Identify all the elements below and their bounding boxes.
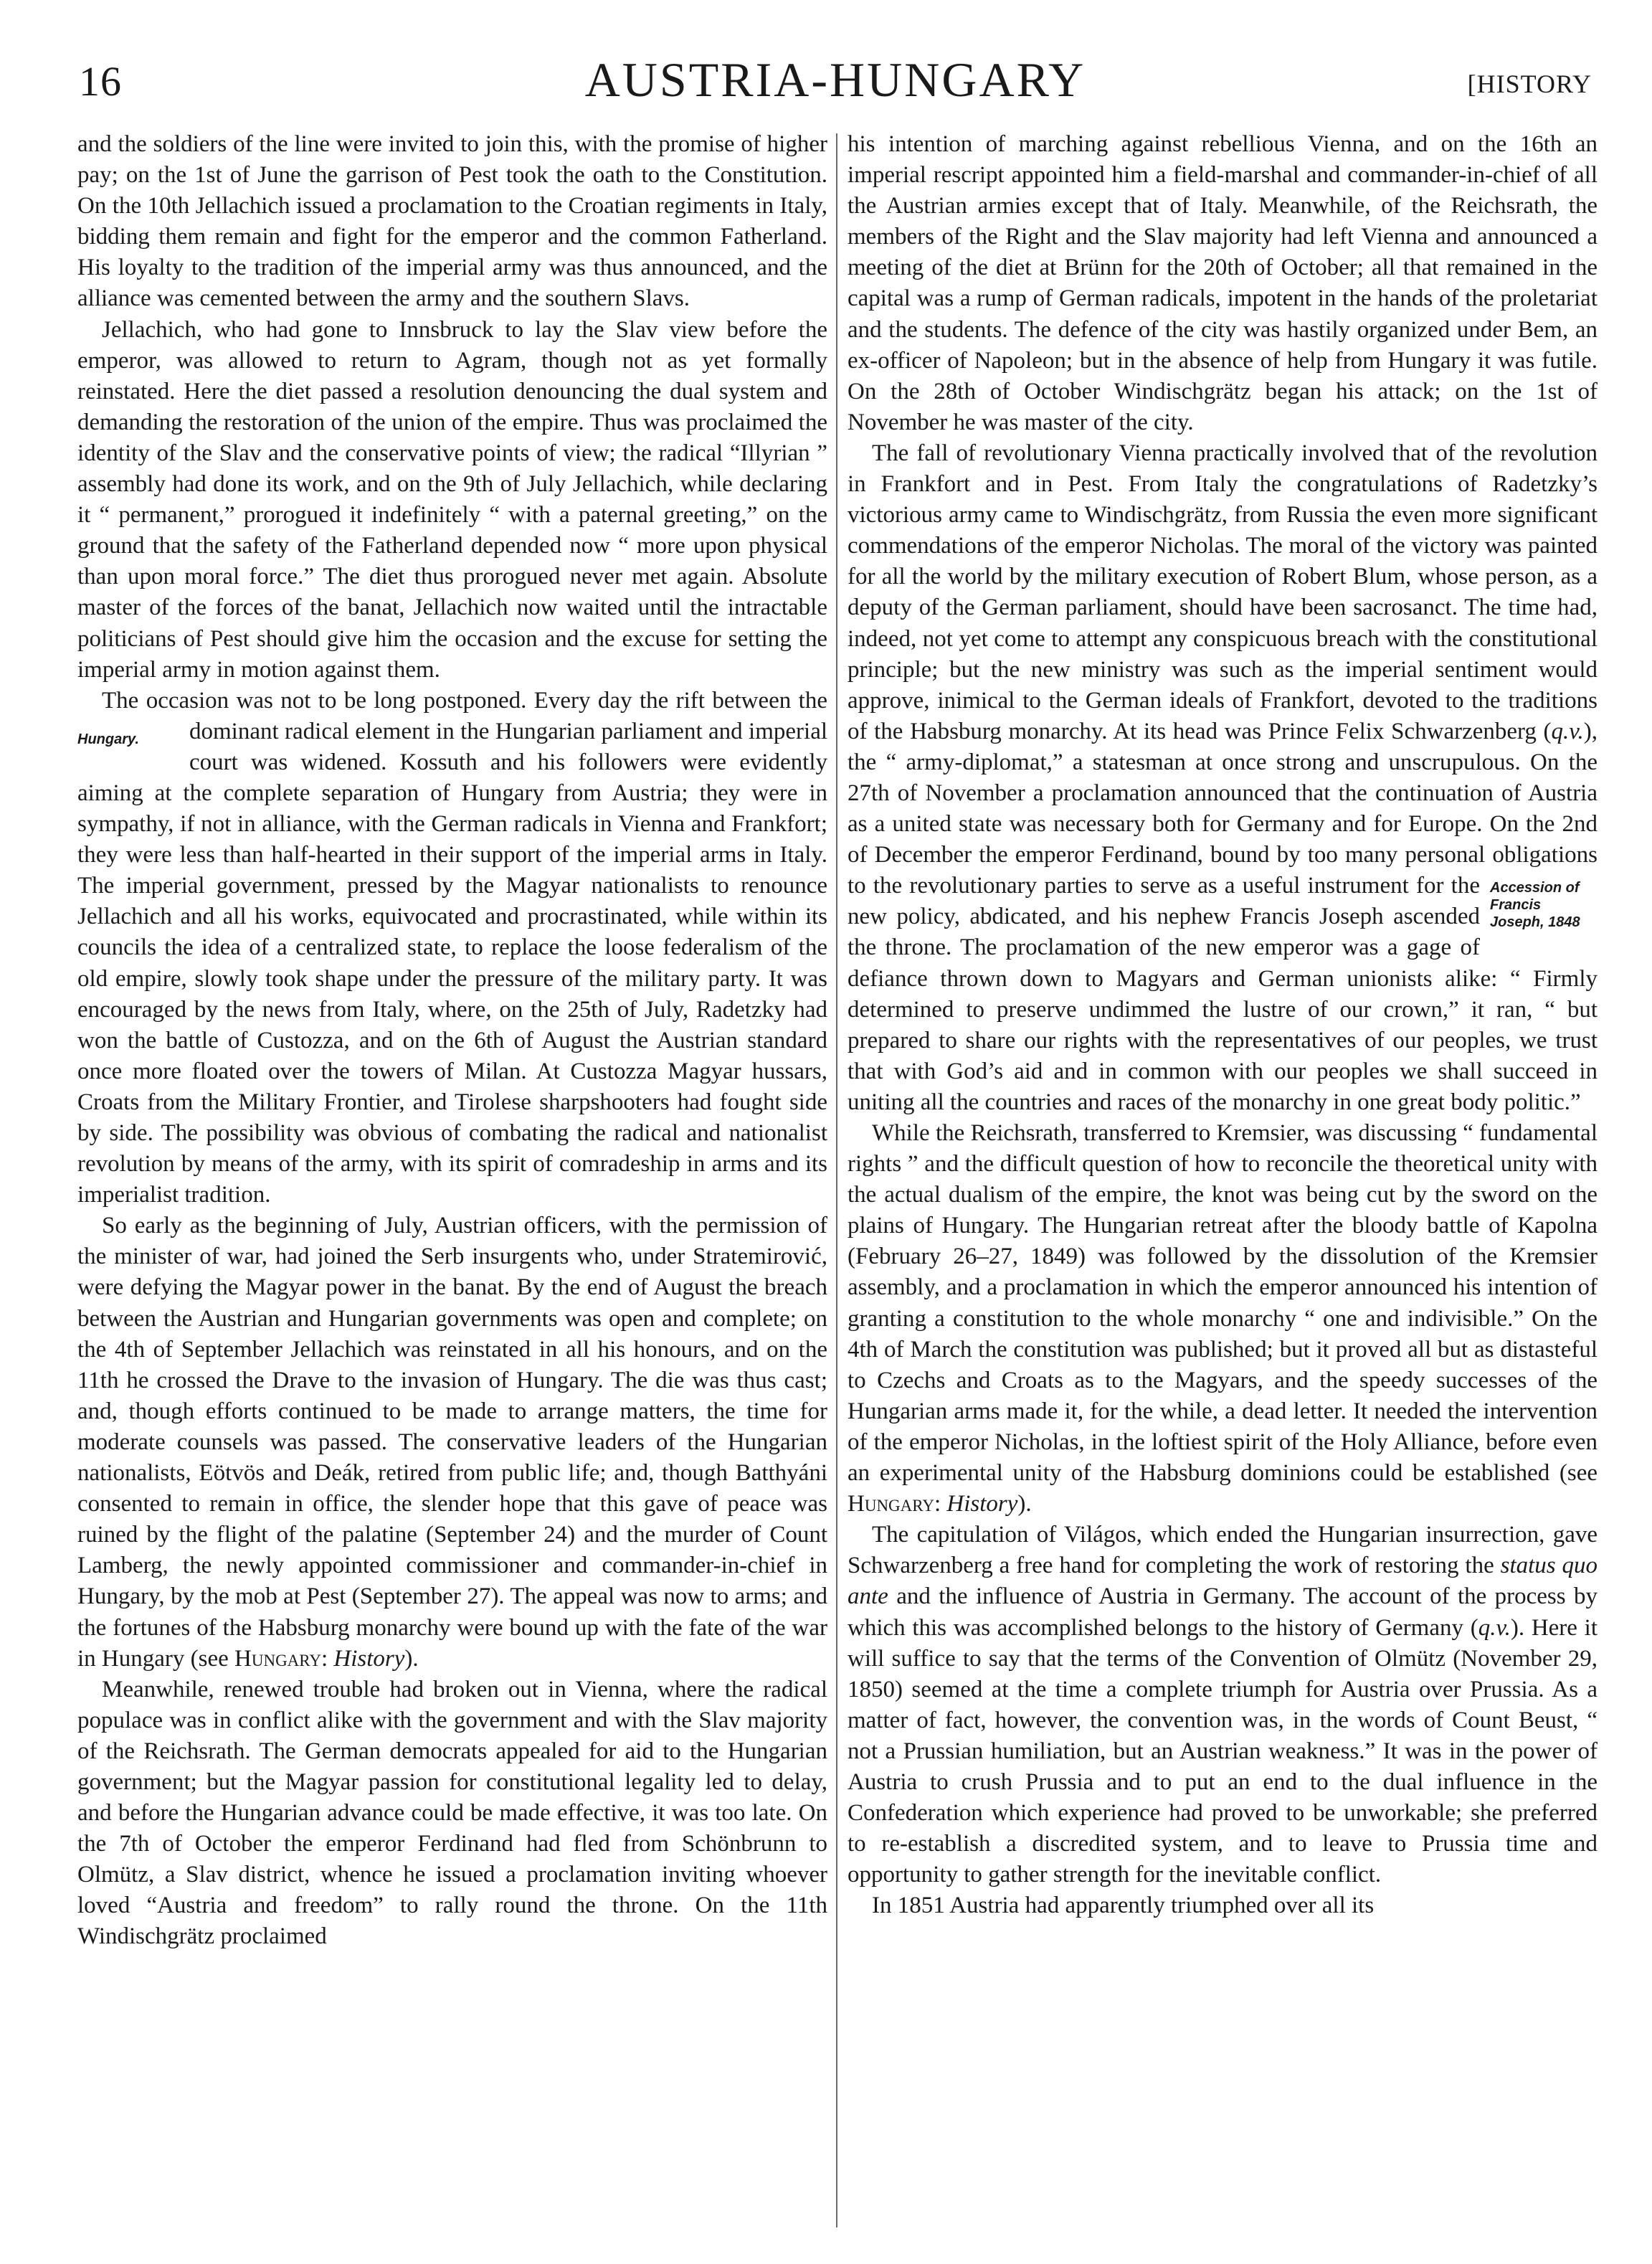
paragraph [77,686,827,1211]
left-column [77,129,827,2237]
page-number: 16 [79,58,122,105]
paragraph [848,438,1598,1118]
latin-phrase: status quo ante [848,1553,1598,1610]
paragraph-text: While the Reichsrath, transferred to Kremsier, was discussing “ fundamental rights ” and the difficult question of how to reconcile the theoretical unity with the actual dualism of the empire, the knot was being cut by the sword on the plains of Hungary. The Hungarian retreat after the bloody battle of Kapolna (February 26–27, 1849) was followed by the dissolution of the Kremsier assembly, and a proclamation in which the emperor announced his intention of granting a constitution to the whole monarchy “ one and indivisible.” On the 4th of March the constitution was published; but it proved all but as distasteful to Czechs and Croats as to the Magyars, and the speedy successes of the Hungarian arms made it, for the while, a dead letter. It needed the intervention of the emperor Nicholas, in the loftiest spirit of the Holy Alliance, before even an experimental unity of the Habsburg dominions could be established (see [848,1120,1598,1487]
qv-reference: q.v. [1478,1614,1511,1641]
paragraph-text: ). [1017,1491,1032,1517]
paragraph-text: ). Here it will suffice to say that the terms of the Convention of Olmütz (November 29, 1850) seemed at the time a complete triumph for Austria over Prussia. As a matter of fact, however, the convention was, in the words of Count Beust, “ not a Prussian humiliation, but an Austrian weakness.” It was in the power of Austria to crush Prussia and to put an end to the dual influence in the Confederation which experience had proved to be unworkable; she preferred to re-establish a discredited system, and to leave to Prussia time and opportunity to gather strength for the inevitable conflict. [848,1614,1598,1888]
column-divider [836,133,837,2227]
cross-reference: Hungary [848,1491,934,1517]
paragraph-text: parties to serve as a useful instrument for the new policy, abdicated, and his nephew Francis Joseph ascended the throne. The proclamation of the new emperor was a gage of defiance thrown down to Magyars and German unionists alike: “ Firmly determined to preserve undimmed the lustre of our crown,” it ran, “ but prepared to share our rights with the representatives of our peoples, we trust that with God’s aid and in common with our peoples we shall succeed in uniting all the countries and races of the monarchy in one great body politic.” [848,873,1598,1115]
paragraph: Meanwhile, renewed trouble had broken out in Vienna, where the radical populace was in conflict alike with the government and with the Slav majority of the Reichsrath. The German democrats appealed for aid to the Hungarian government; but the Magyar passion for constitutional legality led to delay, and before the Hungarian advance could be made effective, it was too late. On the 7th of October the emperor Ferdinand had fled from Schönbrunn to Olmütz, a Slav district, whence he issued a proclamation inviting whoever loved “Austria and freedom” to rally round the throne. On the 11th Windischgrätz proclaimed [77,1676,827,1950]
right-column [848,129,1598,2237]
cross-reference-sub: History [946,1491,1018,1517]
page-header [79,52,1592,123]
paragraph-text: The fall of revolutionary Vienna practically involved that of the revolution in Frankfort and in Pest. From Italy the congratulations of Radetzky’s victorious army came to Windischgrätz, from Russia the even more significant commendations of the emperor Nicholas. The moral of the victory was painted for all the world by the military execution of Robert Blum, whose person, as a deputy of the German parliament, should have been sacrosanct. The time had, indeed, not yet come to attempt any conspicuous breach with the constitutional principle; but the new ministry was such as the imperial sentiment would approve, inimical to the German ideals of Frankfort, devoted to the traditions of the Habsburg monarchy. At its head was Prince Felix Schwarzenberg ( [848,440,1598,744]
paragraph-text: ), the “ army-diplomat,” a statesman at once strong and unscrupulous. On the 27th of November a proclamation announced that the continuation of Austria as a united state was necessary both for Germany and for Europe. On the 2nd of December the emperor Ferdinand, bound by too many personal obligations to the revolutionary [848,718,1598,899]
cross-reference-sub: History [333,1645,405,1672]
paragraph: Jellachich, who had gone to Innsbruck to lay the Slav view before the emperor, was allowed to return to Agram, though not as yet formally reinstated. Here the diet passed a resolution denouncing the dual system and demanding the restoration of the union of the empire. Thus was proclaimed the identity of the Slav and the conservative points of view; the radical “Illyrian ” assembly had done its work, and on the 9th of July Jellachich, while declaring it “ permanent,” prorogued it indefinitely “ with a paternal greeting,” on the ground that the safety of the Fatherland depended now “ more upon physical than upon moral force.” The diet thus prorogued never met again. Absolute master of the forces of the banat, Jellachich now waited until the intractable politicians of Pest should give him the occasion and the excuse for setting the imperial army in motion against them. [77,316,827,683]
paragraph: and the soldiers of the line were invited to join this, with the promise of higher pay; on the 1st of June the garrison of Pest took the oath to the Constitution. On the 10th Jellachich issued a proclamation to the Croatian regiments in Italy, bidding them remain and fight for the emperor and the common Fatherland. His loyalty to the tradition of the imperial army was thus announced, and the alliance was cemented between the army and the southern Slavs. [77,131,827,312]
running-title: AUSTRIA-HUNGARY [584,52,1086,107]
paragraph-text: The occasion was not to be long postponed. Every day the rift between the dominant radical element in the Hungarian [102,687,827,744]
sidenote-accession: Accession of Francis Joseph, 1848 [1490,880,1580,931]
paragraph: In 1851 Austria had apparently triumphed over all its [872,1893,1375,1919]
paragraph-text: parliament and imperial court was widened. Kossuth and his followers were evidently aiming at the complete separation of Hungary from Austria; they were in sympathy, if not in alliance, with the German radicals in Vienna and Frankfort; they were less than half-hearted in their support of the imperial arms in Italy. The imperial government, pressed by the Magyar nationalists to renounce Jellachich and all his works, equivocated and procrastinated, while within its councils the idea of a centralized state, to replace the loose federalism of the old empire, slowly took shape under the pressure of the military party. It was encouraged by the news from Italy, where, on the 25th of July, Radetzky had won the battle of Custozza, and on the 6th of August the Austrian standard once more floated over the towers of Milan. At Custozza Magyar hussars, Croats from the Military Frontier, and Tirolese sharpshooters had fought side by side. The possibility was obvious of combating the radical and nationalist revolution by means of the army, with its spirit of comradeship in arms and its imperialist tradition. [77,718,827,1208]
paragraph-text: and the influence of Austria in Germany. The account of the process by which this was accomplished belongs to the history of Germany ( [848,1583,1598,1641]
paragraph-text: ). [404,1645,419,1672]
paragraph-text: The capitulation of Világos, which ended the Hungarian insurrection, gave Schwarzenberg a free hand for completing the work of restoring the [848,1522,1598,1579]
paragraph [848,1520,1598,1890]
cross-reference: Hungary [234,1645,321,1672]
section-label: [HISTORY [1467,70,1592,98]
paragraph: his intention of marching against rebellious Vienna, and on the 16th an imperial rescript appointed him a field-marshal and commander-in-chief of all the Austrian armies except that of Italy. Meanwhile, of the Reichsrath, the members of the Right and the Slav majority had left Vienna and announced a meeting of the diet at Brünn for the 20th of October; all that remained in the capital was a rump of German radicals, impotent in the hands of the proletariat and the students. The defence of the city was hastily organized under Bem, an ex-officer of Napoleon; but in the absence of help from Hungary it was futile. On the 28th of October Windischgrätz began his attack; on the 1st of November he was master of the city. [848,131,1598,435]
paragraph-text: So early as the beginning of July, Austrian officers, with the permission of the minister of war, had joined the Serb insurgents who, under Stratemirović, were defying the Magyar power in the banat. By the end of August the breach between the Austrian and Hungarian governments was open and complete; on the 4th of September Jellachich was reinstated in all his honours, and on the 11th he crossed the Drave to the invasion of Hungary. The die was thus cast; and, though efforts continued to be made to arrange matters, the time for moderate counsels was passed. The conservative leaders of the Hungarian nationalists, Eötvös and Deák, retired from public life; and, though Batthyáni consented to remain in office, the slender hope that this gave of peace was ruined by the flight of the palatine (September 24) and the murder of Count Lamberg, the newly appointed commissioner and commander-in-chief in Hungary, by the mob at Pest (September 27). The appeal was now to arms; and the fortunes of the Habsburg monarchy were bound up with the fate of the war in Hungary (see [77,1213,827,1672]
qv-reference: q.v. [1551,718,1584,744]
sidenote-hungary: Hungary. [77,731,139,747]
paragraph: So early as the beginning of July, Austrian officers, with the permission of the minister of war, had joined the Serb insurgents who, under Stratemirović, were defying the Magyar power in the banat. By the end of August the breach between the Austrian and Hungarian governments was open and complete; on the 4th of September Jellachich was reinstated in all his honours, and on the 11th he crossed the Drave to the invasion of Hungary. The die was thus cast; and, though efforts continued to be made to arrange matters, the time for moderate counsels was passed. The conservative leaders of the Hungarian nationalists, Eötvös and Deák, retired from public life; and, though Batthyáni consented to remain in office, the slender hope that this gave of peace was ruined by the flight of the palatine (September 24) and the murder of Count Lamberg, the newly appointed commissioner and commander-in-chief in Hungary, by the mob at Pest (September 27). The appeal was now to arms; and the fortunes of the Habsburg monarchy were bound up with the fate of the war in Hungary (see Hungary: History). [77,1213,827,1672]
paragraph: While the Reichsrath, transferred to Kremsier, was discussing “ fundamental rights ” and the difficult question of how to reconcile the theoretical unity with the actual dualism of the empire, the knot was being cut by the sword on the plains of Hungary. The Hungarian retreat after the bloody battle of Kapolna (February 26–27, 1849) was followed by the dissolution of the Kremsier assembly, and a proclamation in which the emperor announced his intention of granting a constitution to the whole monarchy “ one and indivisible.” On the 4th of March the constitution was published; but it proved all but as distasteful to Czechs and Croats as to the Magyars, and the speedy successes of the Hungarian arms made it, for the while, a dead letter. It needed the intervention of the emperor Nicholas, in the loftiest spirit of the Holy Alliance, before even an experimental unity of the Habsburg dominions could be established (see Hungary: History). [848,1120,1598,1517]
